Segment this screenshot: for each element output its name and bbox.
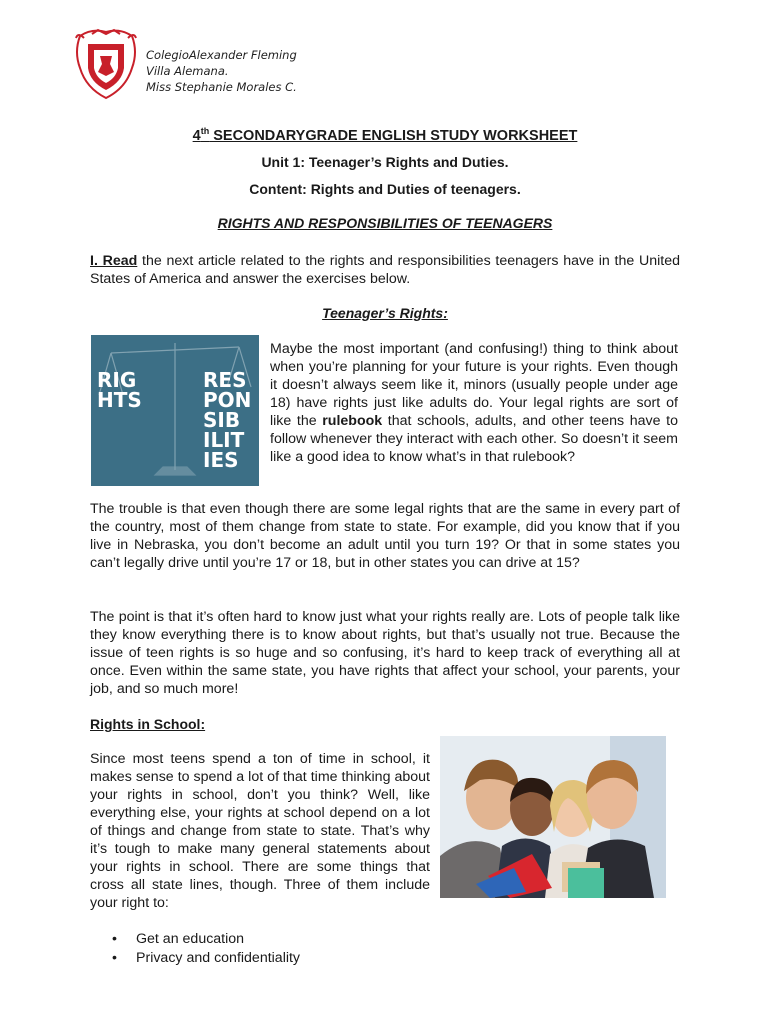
school-name: ColegioAlexander Fleming (146, 48, 297, 62)
image-text-right-3: SIB (203, 408, 241, 432)
image-text-right-1: RES (203, 368, 247, 392)
school-rights-paragraph: Since most teens spend a ton of time in school, it makes sense to spend a lot of that time thinking about your rights in school, don’t you think? Well, like everything else, your rights at school depend on a lot of things and change from state to state. That’s why it’s tough to make many general statements about your rights in school. There are some things that cross all state lines, though. Three of them include your right to: (90, 751, 430, 911)
section-title: RIGHTS AND RESPONSIBILITIES OF TEENAGERS (217, 215, 553, 231)
teacher-name: Miss Stephanie Morales C. (146, 80, 297, 94)
image-text-right-5: IES (203, 448, 239, 472)
image-text-right-2: PON (203, 388, 252, 412)
list-item-text: Privacy and confidentiality (136, 950, 301, 966)
bullet-icon: • (112, 931, 117, 947)
list-item (112, 949, 300, 968)
rights-responsibilities-image (91, 335, 259, 486)
intro-text-2: that schools, adults, and other teens have to follow whenever they interact with each other. So doesn’t it seem like a good idea to know what’s in that rulebook? (270, 413, 678, 465)
rights-intro-paragraph (270, 340, 678, 466)
school-city: Villa Alemana. (146, 64, 229, 78)
trouble-paragraph: The trouble is that even though there are some legal rights that are the same in every part of the country, most of them change from state to state. For example, did you know that if you live in Nebraska, you don’t become an adult until you turn 19? Or that in some states you can’t legally drive until you’re 17 or 18, but in other states you can drive at 15? (90, 501, 680, 571)
intro-text-1: Maybe the most important (and confusing!) thing to think about when you’re planning for your future is your rights. Even though it doesn’t always seem like it, minors (usually people under age 18) have rights just like adults do. Your legal rights are sort of like the (270, 341, 678, 429)
image-text-left-2: HTS (97, 388, 142, 412)
worksheet-title-text: SECONDARYGRADE ENGLISH STUDY WORKSHEET (209, 127, 578, 144)
list-item-text: Get an education (136, 931, 245, 947)
grade-suffix: th (200, 126, 210, 136)
teen-rights-heading: Teenager’s Rights: (322, 305, 448, 321)
image-text-right-4: ILIT (203, 428, 245, 452)
instructions-bold: I. Read (90, 253, 138, 269)
teenagers-photo (440, 736, 666, 898)
instructions-text: the next article related to the rights and responsibilities teenagers have in the United States of America and answer the exercises below. (90, 253, 680, 287)
rights-in-school-heading: Rights in School: (90, 716, 206, 732)
instructions (90, 252, 680, 288)
school-header (146, 47, 297, 95)
school-crest-logo (74, 28, 138, 100)
grade-number: 4 (192, 127, 201, 144)
image-text-left-1: RIG (97, 368, 137, 392)
point-paragraph: The point is that it’s often hard to know just what your rights really are. Lots of people talk like they know everything there is to know about rights, but that’s usually not true. Because the issue of teen rights is so huge and so confusing, it’s hard to keep track of everything all at once. Even within the same state, you have rights that affect your school, your parents, your job, and so much more! (90, 609, 680, 697)
unit-title: Unit 1: Teenager’s Rights and Duties. (261, 154, 509, 170)
worksheet-title (0, 126, 770, 144)
content-title: Content: Rights and Duties of teenagers. (249, 181, 521, 197)
list-item (112, 930, 300, 949)
rulebook-bold: rulebook (322, 413, 383, 429)
bullet-icon: • (112, 950, 117, 966)
rights-list (112, 930, 300, 968)
